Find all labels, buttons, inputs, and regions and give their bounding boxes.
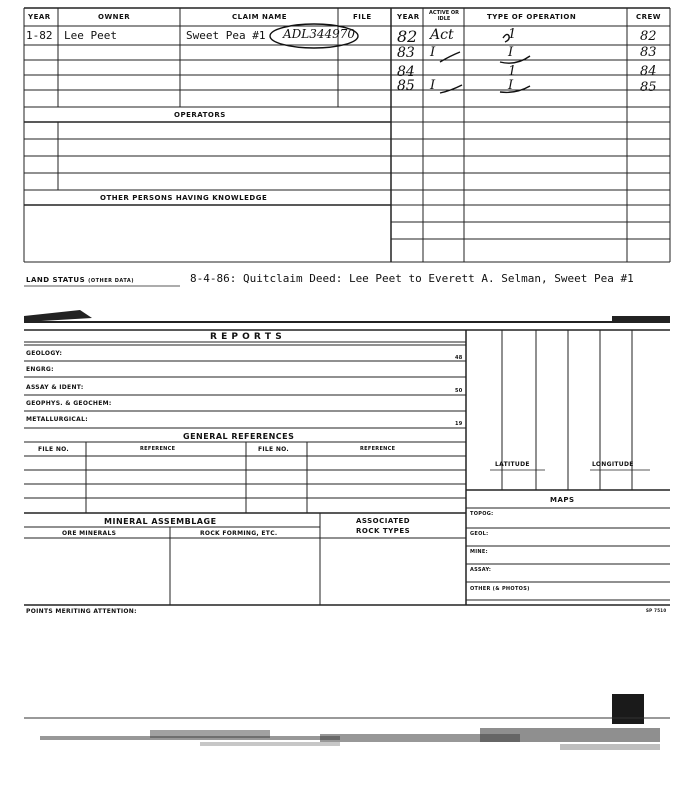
- header-type-of-operation: TYPE OF OPERATION: [487, 13, 577, 21]
- activity-crew-2: 83: [640, 45, 657, 60]
- owner-row-claim-number: ADL344970: [283, 27, 356, 41]
- report-geology-label: GEOLOGY:: [26, 350, 63, 357]
- rock-forming-label: ROCK FORMING, ETC.: [200, 530, 278, 537]
- activity-crew-1: 82: [640, 29, 657, 44]
- header-owner: OWNER: [98, 13, 131, 21]
- report-metallurgical-code: 19: [455, 421, 463, 427]
- report-geology-code: 48: [455, 355, 463, 361]
- points-meriting-attention: POINTS MERITING ATTENTION:: [26, 608, 137, 615]
- latitude-label: LATITUDE: [495, 461, 530, 468]
- mineral-assemblage-heading: MINERAL ASSEMBLAGE: [104, 517, 217, 526]
- header-active-idle: ACTIVE OR IDLE: [429, 10, 459, 22]
- maps-heading: MAPS: [550, 496, 575, 504]
- header-claim-name: CLAIM NAME: [232, 13, 288, 21]
- report-metallurgical-label: METALLURGICAL:: [26, 416, 88, 423]
- gr-col-file-no-2: FILE NO.: [258, 446, 290, 453]
- owner-row-year: 1-82: [26, 29, 53, 42]
- report-assay-label: ASSAY & IDENT:: [26, 384, 84, 391]
- land-status-text: 8-4-86: Quitclaim Deed: Lee Peet to Everett A. Selman, Sweet Pea #1: [190, 272, 634, 285]
- gr-col-reference-2: REFERENCE: [360, 446, 396, 452]
- header-year-2: YEAR: [397, 13, 420, 21]
- maps-other: OTHER (& PHOTOS): [470, 586, 530, 592]
- header-year: YEAR: [28, 13, 51, 21]
- activity-type-4: I: [508, 78, 514, 93]
- associated-label: ASSOCIATED: [356, 517, 411, 525]
- activity-status-2: I: [430, 45, 436, 60]
- other-persons-heading: OTHER PERSONS HAVING KNOWLEDGE: [100, 194, 268, 202]
- activity-year-1: 82: [397, 27, 418, 46]
- activity-year-2: 83: [397, 45, 415, 61]
- activity-crew-3: 84: [640, 64, 657, 79]
- operators-heading: OPERATORS: [174, 111, 226, 119]
- maps-assay: ASSAY:: [470, 567, 492, 573]
- activity-year-3: 84: [397, 64, 415, 80]
- report-geophys-label: GEOPHYS. & GEOCHEM:: [26, 400, 112, 407]
- rock-types-label: ROCK TYPES: [356, 527, 411, 535]
- activity-year-4: 85: [397, 78, 415, 94]
- header-file: FILE: [353, 13, 372, 21]
- activity-type-3: 1: [508, 64, 517, 79]
- activity-status-1: Act: [430, 27, 454, 43]
- general-references-heading: GENERAL REFERENCES: [183, 432, 295, 441]
- gr-col-reference-1: REFERENCE: [140, 446, 176, 452]
- maps-geol: GEOL:: [470, 531, 489, 537]
- form-code: SP 7510: [646, 608, 667, 613]
- maps-topog: TOPOG:: [470, 511, 494, 517]
- longitude-label: LONGITUDE: [592, 461, 634, 468]
- activity-type-1: 1: [508, 27, 517, 42]
- report-assay-code: 50: [455, 388, 463, 394]
- owner-row-claim-name: Sweet Pea #1: [186, 29, 266, 42]
- gr-col-file-no-1: FILE NO.: [38, 446, 70, 453]
- report-engrg-label: ENGRG:: [26, 366, 54, 373]
- activity-status-4: I: [430, 78, 436, 93]
- activity-crew-4: 85: [640, 80, 657, 95]
- activity-type-2: I: [508, 45, 514, 60]
- ore-minerals-label: ORE MINERALS: [62, 530, 117, 537]
- land-status-label: LAND STATUS (OTHER DATA): [26, 276, 135, 284]
- owner-row-owner: Lee Peet: [64, 29, 117, 42]
- reports-heading: R E P O R T S: [210, 332, 283, 342]
- header-crew: CREW: [636, 13, 662, 21]
- maps-mine: MINE:: [470, 549, 488, 555]
